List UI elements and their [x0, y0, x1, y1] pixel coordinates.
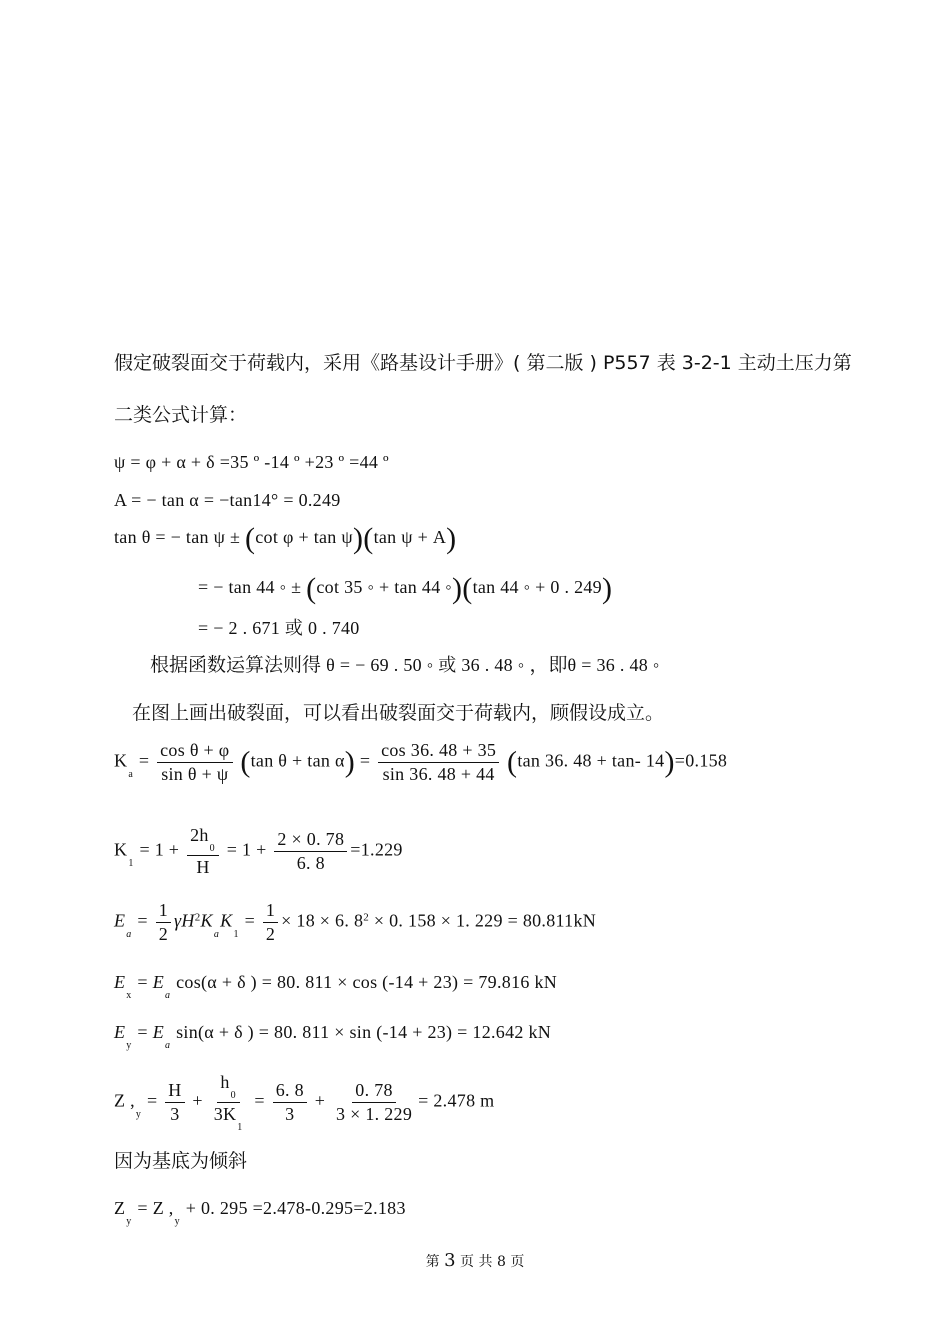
paren-close-icon: ) — [664, 745, 675, 779]
Zy-fraction-3: $\frac{6. 8}{3}$ — [273, 1080, 307, 1125]
theta-result-line — [150, 650, 660, 677]
paren-open-icon: ( — [306, 572, 317, 605]
Ex-rest: cos(α + δ ) = 80. 811 × cos (-14 + 23) = 79.816 kN — [176, 972, 558, 992]
eq-K1 — [114, 825, 403, 878]
eq-Zy-2: $Z_y = Z$ $,_y + 0$. 295 =2.478-0.295=2.183 — [114, 1198, 406, 1227]
eq-tan1-mid: cot φ + tan ψ — [255, 527, 353, 547]
K1-den-1: H — [196, 857, 210, 877]
K1-num-2: 2 × 0. 78 — [274, 829, 347, 852]
eq-Ex: $E_x = E_a$ cos(α + δ ) = 80. 811 × cos (-14 + 23) = 79.816 kN — [114, 972, 558, 1001]
eq-psi: ψ = φ + α + δ =35 º -14 º +23 º =44 º — [114, 452, 389, 472]
Ka-eq-sign: = — [138, 750, 155, 771]
footer-page-number: 3 — [444, 1250, 456, 1271]
Ea-half-2: $\frac{1}{2}$ — [263, 900, 278, 945]
Ea-rest-2: × 0. 158 × 1. 229 = 80.811kN — [369, 910, 597, 931]
theta-values: θ = − 69 . 50 ◦ 或 36 . 48 ◦ — [326, 655, 525, 675]
paren-close-icon: ) — [344, 745, 355, 779]
Ea-rest: × 18 × 6. 8 — [281, 910, 364, 931]
Ka-den-1: sin θ + ψ — [161, 764, 229, 784]
Ea-gamma-H: γH — [174, 910, 195, 931]
eq-A: A = − tan α = −tan14° = 0.249 — [114, 490, 341, 510]
paren-join-icon: )( — [352, 522, 374, 555]
theta-so: ，即 — [529, 654, 568, 676]
Zy-result: = 2.478 m — [418, 1090, 495, 1111]
footer-pre: 第 — [425, 1254, 440, 1270]
footer-total: 8 — [496, 1254, 506, 1270]
K1-mid: = 1 + — [226, 839, 267, 860]
Ka-fraction-1 — [157, 740, 232, 785]
Zy-fraction-4: $\frac{0. 78}{3 \times 1. 229}$ — [335, 1080, 413, 1124]
K1-num-1: $2h_0$ — [187, 825, 219, 856]
paren-open-icon: ( — [244, 522, 256, 555]
K1-fraction-1 — [187, 825, 219, 878]
K1-result: =1.229 — [350, 839, 403, 860]
Ea-eq-sign: = — [137, 910, 148, 931]
eq-tan1-left: tan θ = − tan ψ ± — [114, 527, 241, 547]
Zy2-rest: + 0. 295 =2.478-0.295=2.183 — [185, 1198, 406, 1218]
eq-tan2-right: tan 44 ◦ + 0 . 249 — [472, 577, 602, 597]
Ea-sub: a — [126, 928, 132, 940]
Ka-symbol: K — [114, 750, 128, 771]
Ey-rest: sin(α + δ ) = 80. 811 × sin (-14 + 23) = 12.642 kN — [176, 1022, 552, 1042]
paren-open-icon: ( — [507, 745, 518, 779]
Ka-mid: tan θ + tan α — [250, 750, 345, 771]
footer-mid: 页 共 — [460, 1254, 493, 1270]
eq-tan1-right: tan ψ + A — [373, 527, 447, 547]
K1-sub: 1 — [128, 857, 134, 869]
K1-den-2: 6. 8 — [296, 853, 325, 873]
eq-Ea: $E_a$ = $\frac{1}{2}$ $\gamma H^2K_aK_1$ = $\frac{1}{2}$ × 18 × 6. $8^2 \times 0$. 158 × 1. 229 = 80.811kN — [114, 900, 597, 944]
paren-close-icon: ) — [446, 522, 457, 555]
Ka-num-1: cos θ + φ — [157, 740, 232, 763]
theta-text: 根据函数运算法则得 — [150, 654, 322, 676]
Ka-fraction-2 — [378, 740, 499, 785]
K1-symbol: K — [114, 839, 128, 860]
eq-tan-theta-1 — [114, 522, 456, 556]
eq-tan-theta-3: = − 2 . 671 或 0 . 740 — [198, 618, 360, 638]
Ea-eq-sign-2: = — [244, 910, 260, 931]
footer-post: 页 — [510, 1254, 525, 1270]
Ka-end: tan 36. 48 + tan- 14 — [517, 750, 665, 771]
paren-open-icon: ( — [240, 745, 251, 779]
paren-close-icon: ) — [602, 572, 613, 605]
Ka-den-2: sin 36. 48 + 44 — [382, 764, 495, 784]
Zy-fraction-2: $\frac{h_0}{3K_1}$ — [213, 1072, 243, 1133]
Ka-sub: a — [128, 768, 134, 780]
tilt-line: 因为基底为倾斜 — [114, 1150, 248, 1172]
eq-Ka — [114, 740, 727, 785]
Ka-result: =0.158 — [674, 750, 728, 771]
Ka-num-2: cos 36. 48 + 35 — [378, 740, 499, 763]
eq-tan-theta-2 — [198, 572, 612, 606]
Ka-eq-sign-2: = — [359, 750, 371, 771]
K1-pre: = 1 + — [139, 839, 180, 860]
intro-line-1: 假定破裂面交于荷载内，采用《路基设计手册》( 第二版 ) P557 表 3-2-1 主动土压力第 — [114, 352, 852, 374]
K1-fraction-2 — [274, 829, 347, 874]
eq-Ey: $E_y = E_a$ sin(α + δ ) = 80. 811 × sin (-14 + 23) = 12.642 kN — [114, 1022, 552, 1051]
Ea-half-1: $\frac{1}{2}$ — [156, 900, 171, 945]
theta-final: θ = 36 . 48 ◦ — [567, 655, 660, 675]
eq-tan2-left: = − tan 44 ◦ ± — [198, 577, 302, 597]
Zy-fraction-1: $\frac{H}{3}$ — [165, 1080, 184, 1125]
page-footer — [0, 1250, 950, 1271]
eq-Zy: Z $,_y$ = $\frac{H}{3}$ + $\frac{h_0}{3K_1}$ = $\frac{6. 8}{3}$ + $\frac{0. 78}{3 \times 1. 229}$ = 2.478 m — [114, 1072, 495, 1133]
intro-line-2: 二类公式计算： — [114, 404, 248, 426]
Ea-symbol: E — [114, 910, 126, 931]
paren-join-icon: )( — [451, 572, 473, 605]
draw-line: 在图上画出破裂面，可以看出破裂面交于荷载内，顾假设成立。 — [132, 702, 665, 724]
eq-tan2-mid: cot 35 ◦ + tan 44 ◦ — [316, 577, 452, 597]
